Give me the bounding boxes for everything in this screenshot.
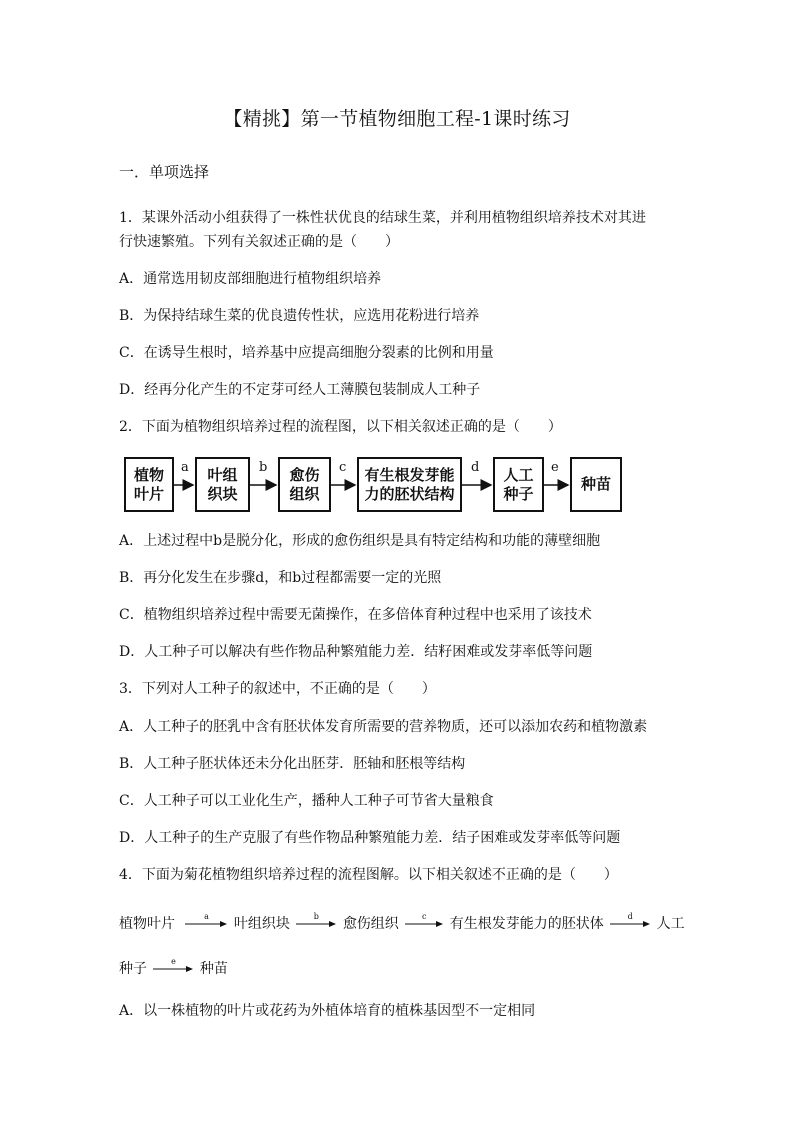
q1-option-a: A．通常选用韧皮部细胞进行植物组织培养 — [119, 271, 382, 287]
q2-option-d: D．人工种子可以解决有些作物品种繁殖能力差．结籽困难或发芽率低等问题 — [119, 644, 593, 660]
q4-flow-step: 种子 — [119, 961, 147, 977]
q2-option-a: A．上述过程中b是脱分化，形成的愈伤组织是具有特定结构和功能的薄壁细胞 — [119, 533, 601, 549]
q3-option-b: B．人工种子胚状体还未分化出胚芽．胚轴和胚根等结构 — [119, 756, 466, 772]
q4-flow-step: 叶组织块 — [233, 916, 290, 932]
q4-flow-arrow: e — [153, 965, 193, 973]
q4-flow-step: 种苗 — [199, 961, 228, 977]
q4-flow-arrow: d — [610, 920, 650, 928]
q1-stem-line2: 行快速繁殖。下列有关叙述正确的是（ ） — [119, 234, 399, 250]
flow-label-a: a — [181, 460, 189, 475]
q4-flow-step: 植物叶片 — [119, 916, 175, 932]
flow-label-d: d — [471, 460, 480, 475]
q3-option-c: C．人工种子可以工业化生产，播种人工种子可节省大量粮食 — [119, 793, 494, 809]
q4-flow-step: 愈伤组织 — [342, 916, 399, 932]
q1-option-c: C．在诱导生根时，培养基中应提高细胞分裂素的比例和用量 — [119, 345, 494, 361]
q4-stem: 4．下面为菊花植物组织培养过程的流程图解。以下相关叙述不正确的是（ ） — [119, 867, 618, 883]
q4-flow-row1 — [119, 913, 685, 933]
q2-option-b: B．再分化发生在步骤d，和b过程都需要一定的光照 — [119, 570, 442, 586]
q4-flow-row2 — [119, 958, 228, 978]
q4-flow-step: 人工 — [656, 916, 685, 932]
q1-stem-line1: 1．某课外活动小组获得了一株性状优良的结球生菜，并利用植物组织培养技术对其进 — [119, 210, 646, 226]
flow-label-b: b — [259, 460, 268, 475]
q4-flow-step: 有生根发芽能力的胚状体 — [449, 916, 604, 932]
flow-box-callus: 愈伤 组织 — [278, 457, 331, 512]
q1-option-b: B．为保持结球生菜的优良遗传性状，应选用花粉进行培养 — [119, 308, 480, 324]
flow-box-embryoid: 有生根发芽能 力的胚状结构 — [357, 457, 462, 512]
q2-stem: 2．下面为植物组织培养过程的流程图，以下相关叙述正确的是（ ） — [119, 419, 562, 435]
q3-option-a: A．人工种子的胚乳中含有胚状体发育所需要的营养物质，还可以添加农药和植物激素 — [119, 719, 648, 735]
q4-flow-arrow: b — [296, 920, 336, 928]
page-title: 【精挑】第一节植物细胞工程-1课时练习 — [223, 108, 571, 130]
flow-box-seedling: 种苗 — [570, 457, 622, 512]
flow-box-plant-leaf: 植物 叶片 — [124, 457, 174, 512]
q3-stem: 3．下列对人工种子的叙述中，不正确的是（ ） — [119, 681, 436, 697]
q1-option-d: D．经再分化产生的不定芽可经人工薄膜包装制成人工种子 — [119, 382, 481, 398]
q2-option-c: C．植物组织培养过程中需要无菌操作，在多倍体育种过程中也采用了该技术 — [119, 607, 592, 623]
flow-label-c: c — [339, 460, 347, 475]
q4-flow-arrow: c — [405, 920, 443, 928]
q4-flow-arrow: a — [185, 920, 227, 928]
section-heading: 一．单项选择 — [119, 163, 210, 181]
flow-box-leaf-tissue: 叶组 织块 — [195, 457, 250, 512]
q4-option-a: A．以一株植物的叶片或花药为外植体培育的植株基因型不一定相同 — [119, 1003, 536, 1019]
flow-box-artificial-seed: 人工 种子 — [493, 457, 544, 512]
flow-label-e: e — [551, 460, 559, 475]
q3-option-d: D．人工种子的生产克服了有些作物品种繁殖能力差．结子困难或发芽率低等问题 — [119, 830, 621, 846]
